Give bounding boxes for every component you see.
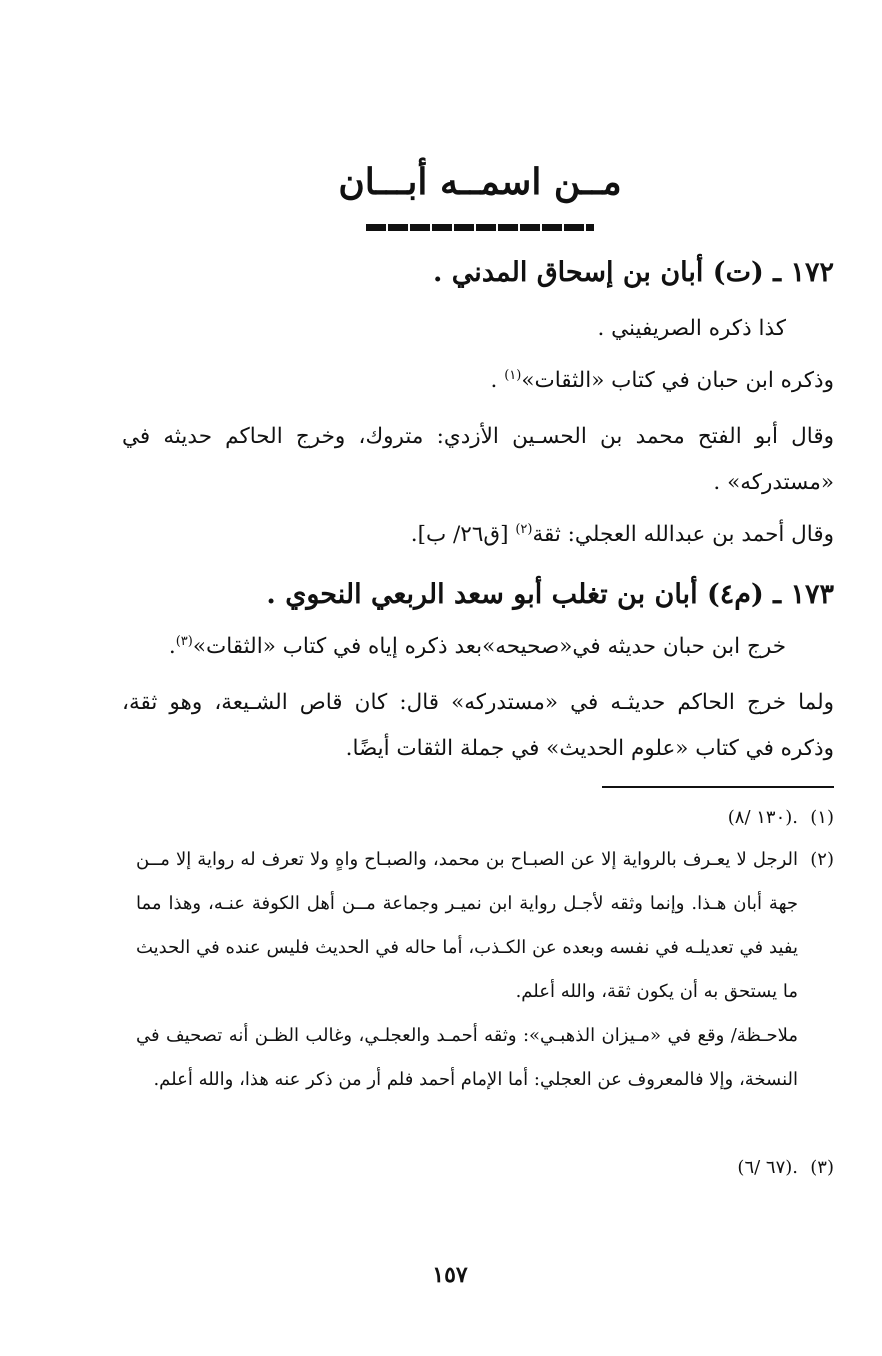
footnote-number: (٢)	[810, 849, 834, 870]
footnote-line: .(٦٧ /٦)	[737, 1157, 798, 1178]
footnote-ref: (٣)	[175, 633, 193, 649]
footnote-ref: (٢)	[515, 521, 533, 537]
paragraph-text-end: .	[490, 368, 505, 393]
footnote-line: ملاحـظة/ وقع في «مـيزان الذهبـي»: وثقه أحمـد والعجلـي، وغالب الظـن أنه تصحيف في النسخة، وإلا فالمعروف عن العجلي: أما الإمام أحمد فلم أر من ذكر عنه هذا، والله أعلم.	[136, 1025, 798, 1090]
footnote	[136, 1146, 834, 1190]
paragraph-text: وقال أبو الفتح محمد بن الحسـين الأزدي: متروك، وخرج الحاكم حديثه في «مستدركه» .	[122, 424, 834, 495]
footnote-line: .(١٣٠ /٨)	[727, 807, 798, 828]
footnote-line: الرجل لا يعـرف بالرواية إلا عن الصبـاح بن محمد، والصبـاح واهٍ ولا تعرف له رواية إلا مــن جهة أبان هـذا. وإنما وثقه لأجـل رواية ابن نميـر وجماعة مــن أهل الكوفة عنـه، وهذا مما يفيد في تعديلـه في نفسه وبعده عن الكـذب، أما حاله في الحديث فليس عنده في الحديث ما يستحق به أن يكون ثقة، والله أعلم.	[136, 849, 798, 1002]
chapter-title: مــن اسمــه أبـــان	[338, 161, 622, 203]
paragraph-text: وذكره ابن حبان في كتاب «الثقات»	[521, 368, 834, 393]
footnote-number: (٣)	[810, 1157, 834, 1178]
title-underline	[366, 224, 594, 231]
paragraph-text-end: [ق٢٦/ ب].	[410, 522, 516, 547]
paragraph	[122, 680, 834, 772]
paragraph-text: وقال أحمد بن عبدالله العجلي: ثقة	[532, 522, 834, 547]
paragraph	[122, 414, 834, 506]
footnote-text	[136, 796, 798, 840]
paragraph-text: خرج ابن حبان حديثه في«صحيحه»بعد ذكره إياه في كتاب «الثقات»	[192, 634, 786, 659]
footnote	[136, 838, 834, 1102]
page-number: ١٥٧	[432, 1262, 468, 1288]
paragraph	[122, 358, 834, 404]
paragraph-text: ولما خرج الحاكم حديثـه في «مستدركه» قال: كان قاص الشـيعة، وهو ثقة، وذكره في كتاب «علوم الحديث» في جملة الثقات أيضًا.	[122, 690, 834, 761]
entry-heading-173: ١٧٣ ـ (م٤) أبان بن تغلب أبو سعد الربعي النحوي .	[266, 579, 834, 610]
paragraph	[122, 624, 786, 670]
footnote	[136, 796, 834, 840]
footnote-separator	[602, 786, 834, 788]
paragraph	[122, 306, 786, 352]
footnote-ref: (١)	[504, 367, 522, 383]
paragraph	[122, 512, 834, 558]
footnote-text	[136, 838, 798, 1102]
paragraph-text-end: .	[168, 634, 176, 659]
footnote-number: (١)	[810, 807, 834, 828]
paragraph-text: كذا ذكره الصريفيني .	[597, 316, 786, 341]
entry-heading-172: ١٧٢ ـ (ت) أبان بن إسحاق المدني .	[433, 257, 834, 288]
footnote-text	[136, 1146, 798, 1190]
